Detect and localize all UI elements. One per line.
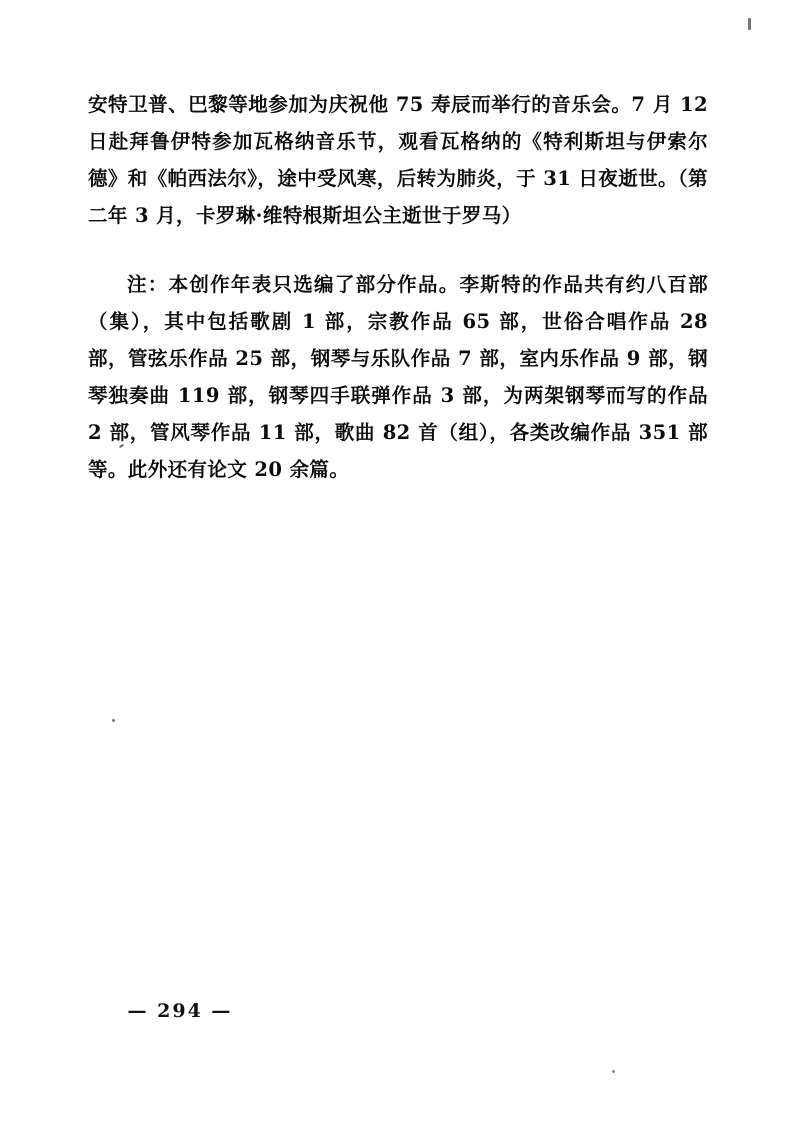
paragraph-note: 注：本创作年表只选编了部分作品。李斯特的作品共有约八百部（集），其中包括歌剧 1 部，宗教作品 65 部，世俗合唱作品 28 部，管弦乐作品 25 部，钢琴与乐队作品 7 部，室内乐作品 9 部，钢琴独奏曲 119 部，钢琴四手联弹作品 3 部，为两架钢琴而写的作品 2 部，管风琴作品 11 部，歌曲 82 首（组），各类改编作品 351 部等。此外还有论文 20 余篇。 <box>88 273 708 481</box>
scan-artifact-mark <box>612 1070 615 1073</box>
page-footer <box>0 1000 800 1022</box>
scan-artifact-mark <box>748 18 751 30</box>
paragraph-biography: 安特卫普、巴黎等地参加为庆祝他 75 寿辰而举行的音乐会。7 月 12 日赴拜鲁伊特参加瓦格纳音乐节，观看瓦格纳的《特利斯坦与伊索尔德》和《帕西法尔》，途中受风寒，后转为肺炎，于 31 日夜逝世。（第二年 3 月，卡罗琳·维特根斯坦公主逝世于罗马） <box>88 93 708 227</box>
page-number: — 294 — <box>127 1000 233 1022</box>
body-text-block <box>88 86 708 488</box>
scan-artifact-mark <box>112 719 115 722</box>
